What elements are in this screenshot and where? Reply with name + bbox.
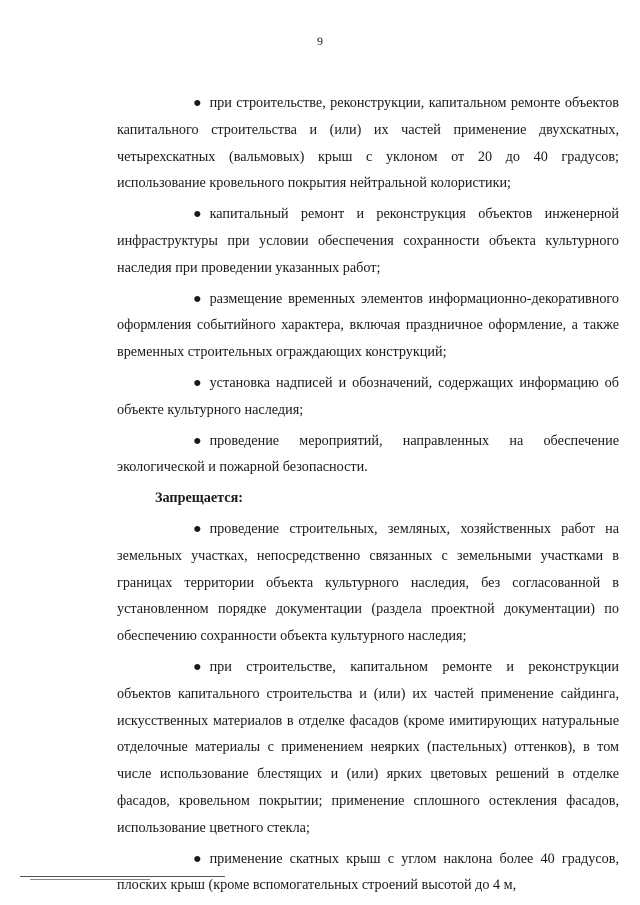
footer-rule xyxy=(20,876,225,877)
list-item xyxy=(117,428,619,482)
bullet-icon: ● xyxy=(193,206,202,223)
list-item xyxy=(117,90,619,197)
document-body xyxy=(117,90,619,903)
bullet-icon: ● xyxy=(193,850,202,867)
section-heading: Запрещается: xyxy=(155,490,243,507)
list-item-text: установка надписей и обозначений, содержащих информацию об объекте культурного наследия; xyxy=(117,374,619,418)
list-item xyxy=(117,846,619,900)
bullet-icon: ● xyxy=(193,95,202,111)
bullet-icon: ● xyxy=(193,290,202,307)
list-item xyxy=(117,370,619,424)
list-item-text: капитальный ремонт и реконструкция объектов инженерной инфраструктуры при условии обеспечения сохранности объекта культурного наследия при проведении указанных работ; xyxy=(117,206,619,276)
bullet-icon: ● xyxy=(193,432,202,449)
list-item xyxy=(117,516,619,650)
list-item-text: проведение мероприятий, направленных на обеспечение экологической и пожарной безопасности. xyxy=(117,432,619,476)
footer-rule xyxy=(30,879,150,880)
list-item-text: применение скатных крыш с углом наклона более 40 градусов, плоских крыш (кроме вспомогательных строений высотой до 4 м, xyxy=(117,850,619,894)
list-item-text: размещение временных элементов информационно-декоративного оформления событийного характера, включая праздничное оформление, а также временных строительных ограждающих конструкций; xyxy=(117,290,619,361)
list-item xyxy=(117,654,619,842)
list-item-text: при строительстве, реконструкции, капитальном ремонте объектов капитального строительства и (или) их частей применение двухскатных, четырехскатных (вальмовых) крыш с уклоном от 20 до 40 градусов; использование кровельного покрытия нейтральной колористики; xyxy=(117,95,619,192)
bullet-icon: ● xyxy=(193,520,202,537)
bullet-icon: ● xyxy=(193,374,202,391)
bullet-icon: ● xyxy=(193,658,202,675)
page-number: 9 xyxy=(317,34,323,48)
list-item xyxy=(117,201,619,281)
list-item-text: при строительстве, капитальном ремонте и реконструкции объектов капитального строительства и (или) их частей применение сайдинга, искусственных материалов в отделке фасадов (кроме имитирующих натуральные отделочные материалы с применением неярких (пастельных) оттенков), в том числе использование блестящих и (или) ярких цветовых решений в отделке фасадов, кровельном покрытии; применение сплошного остекления фасадов, использование цветного стекла; xyxy=(117,658,619,836)
list-item xyxy=(117,286,619,366)
list-item-text: проведение строительных, земляных, хозяйственных работ на земельных участках, непосредственно связанных с земельными участками в границах территории объекта культурного наследия, без согласованной в установленном порядке документации (раздела проектной документации) по обеспечению сохранности объекта культурного наследия; xyxy=(117,520,619,645)
